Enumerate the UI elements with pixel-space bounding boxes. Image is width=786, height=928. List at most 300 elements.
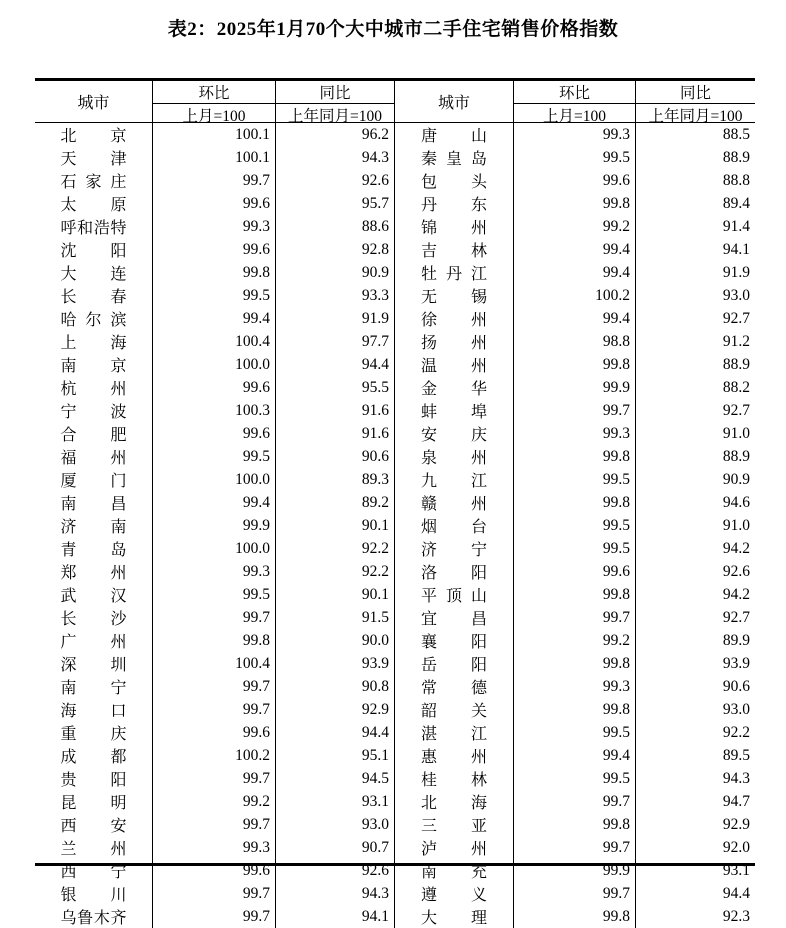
city-name-cell (35, 698, 152, 721)
city-name-cell (394, 859, 513, 882)
city-name-cell (35, 905, 152, 928)
city-name: 安庆 (421, 427, 487, 444)
table-row (35, 491, 755, 514)
mom-index-cell: 100.4 (152, 330, 275, 353)
city-name: 包头 (421, 174, 487, 191)
yoy-index-cell: 93.0 (635, 698, 755, 721)
header-yoy-right (635, 81, 755, 125)
mom-index-cell: 99.7 (152, 767, 275, 790)
city-name-cell (35, 284, 152, 307)
city-name: 常德 (421, 680, 487, 697)
table-row (35, 261, 755, 284)
mom-index-cell: 99.4 (513, 307, 635, 330)
yoy-index-cell: 93.0 (635, 284, 755, 307)
table-row (35, 169, 755, 192)
yoy-index-cell: 92.0 (635, 836, 755, 859)
table-row (35, 376, 755, 399)
city-name: 赣州 (421, 496, 487, 513)
mom-index-cell: 99.3 (513, 422, 635, 445)
city-name-cell (394, 882, 513, 905)
city-name: 三亚 (421, 818, 487, 835)
yoy-index-cell: 90.9 (635, 468, 755, 491)
city-name: 济南 (60, 519, 127, 536)
city-name-cell (35, 422, 152, 445)
table-row (35, 721, 755, 744)
city-name-cell (394, 169, 513, 192)
city-name-cell (35, 261, 152, 284)
city-name: 昆明 (60, 795, 127, 812)
mom-index-cell: 99.9 (513, 376, 635, 399)
mom-index-cell: 99.8 (513, 698, 635, 721)
city-name: 沈阳 (60, 243, 127, 260)
mom-index-cell: 100.2 (152, 744, 275, 767)
city-name: 西宁 (60, 864, 127, 881)
yoy-index-cell: 88.9 (635, 146, 755, 169)
yoy-index-cell: 88.9 (635, 353, 755, 376)
city-name: 郑州 (60, 565, 127, 582)
city-name-cell (35, 882, 152, 905)
city-name: 丹东 (421, 197, 487, 214)
yoy-index-cell: 88.2 (635, 376, 755, 399)
yoy-index-cell: 93.1 (275, 790, 394, 813)
mom-index-cell: 99.6 (513, 169, 635, 192)
mom-index-cell: 100.0 (152, 537, 275, 560)
mom-index-cell: 99.5 (513, 721, 635, 744)
mom-index-cell: 99.5 (513, 537, 635, 560)
city-name: 平顶山 (421, 588, 487, 605)
table-row (35, 629, 755, 652)
yoy-index-cell: 92.8 (275, 238, 394, 261)
yoy-index-cell: 92.9 (635, 813, 755, 836)
table-row (35, 836, 755, 859)
table-row (35, 790, 755, 813)
table-row (35, 238, 755, 261)
city-name: 长春 (60, 289, 127, 306)
city-name: 福州 (60, 450, 127, 467)
mom-index-cell: 99.4 (152, 307, 275, 330)
yoy-index-cell: 93.9 (275, 652, 394, 675)
yoy-index-cell: 91.0 (635, 422, 755, 445)
yoy-index-cell: 93.3 (275, 284, 394, 307)
yoy-index-cell: 91.6 (275, 422, 394, 445)
table-row (35, 330, 755, 353)
yoy-index-cell: 93.0 (275, 813, 394, 836)
city-name: 洛阳 (421, 565, 487, 582)
table-row (35, 123, 755, 146)
city-name-cell (35, 813, 152, 836)
mom-index-cell: 100.3 (152, 399, 275, 422)
yoy-index-cell: 94.3 (635, 767, 755, 790)
city-name-cell (35, 744, 152, 767)
mom-index-cell: 99.7 (152, 698, 275, 721)
yoy-index-cell: 94.6 (635, 491, 755, 514)
city-name: 襄阳 (421, 634, 487, 651)
city-name: 济宁 (421, 542, 487, 559)
yoy-index-cell: 94.1 (635, 238, 755, 261)
table-row (35, 537, 755, 560)
mom-index-cell: 99.7 (152, 813, 275, 836)
city-name-cell (35, 537, 152, 560)
mom-index-cell: 99.7 (513, 836, 635, 859)
mom-index-cell: 99.4 (513, 261, 635, 284)
yoy-index-cell: 90.0 (275, 629, 394, 652)
city-name: 合肥 (60, 427, 127, 444)
header-city-left: 城市 (77, 95, 110, 112)
table-row (35, 192, 755, 215)
city-name: 南京 (60, 358, 127, 375)
city-name-cell (394, 606, 513, 629)
mom-index-cell: 99.5 (513, 767, 635, 790)
mom-index-cell: 99.3 (152, 836, 275, 859)
yoy-index-cell: 92.7 (635, 606, 755, 629)
yoy-index-cell: 94.3 (275, 882, 394, 905)
city-name-cell (35, 606, 152, 629)
table-row (35, 675, 755, 698)
city-name: 石家庄 (60, 174, 127, 191)
yoy-index-cell: 88.5 (635, 123, 755, 146)
mom-index-cell: 99.8 (513, 192, 635, 215)
table-row (35, 882, 755, 905)
city-name-cell (394, 192, 513, 215)
city-name-cell (394, 652, 513, 675)
city-name-cell (35, 215, 152, 238)
city-name-cell (35, 721, 152, 744)
city-name: 厦门 (60, 473, 127, 490)
mom-index-cell: 99.4 (513, 238, 635, 261)
yoy-index-cell: 90.6 (635, 675, 755, 698)
mom-index-cell: 99.6 (513, 560, 635, 583)
mom-index-cell: 99.8 (513, 491, 635, 514)
yoy-index-cell: 91.9 (635, 261, 755, 284)
yoy-index-cell: 90.1 (275, 514, 394, 537)
header-yoy-left (275, 81, 394, 125)
mom-index-cell: 99.8 (152, 629, 275, 652)
city-name: 无锡 (421, 289, 487, 306)
yoy-index-cell: 90.9 (275, 261, 394, 284)
city-name: 锦州 (421, 220, 487, 237)
city-name: 呼和浩特 (60, 220, 127, 237)
table-row (35, 767, 755, 790)
city-name: 蚌埠 (421, 404, 487, 421)
yoy-index-cell: 92.2 (275, 537, 394, 560)
city-name-cell (35, 307, 152, 330)
city-name: 兰州 (60, 841, 127, 858)
city-name-cell (394, 675, 513, 698)
yoy-index-cell: 88.9 (635, 445, 755, 468)
city-name-cell (35, 169, 152, 192)
yoy-index-cell: 94.3 (275, 146, 394, 169)
city-name: 大理 (421, 910, 487, 927)
table-row (35, 399, 755, 422)
city-name-cell (394, 284, 513, 307)
yoy-index-cell: 93.9 (635, 652, 755, 675)
table-row (35, 307, 755, 330)
mom-index-cell: 99.5 (152, 445, 275, 468)
yoy-index-cell: 88.6 (275, 215, 394, 238)
mom-index-cell: 99.5 (513, 468, 635, 491)
header-yoy-base: 上年同月=100 (648, 108, 743, 125)
yoy-index-cell: 94.2 (635, 583, 755, 606)
table-row (35, 583, 755, 606)
city-name: 海口 (60, 703, 127, 720)
city-name-cell (394, 583, 513, 606)
city-name-cell (394, 123, 513, 146)
city-name: 西安 (60, 818, 127, 835)
city-name-cell (35, 238, 152, 261)
yoy-index-cell: 88.8 (635, 169, 755, 192)
mom-index-cell: 100.4 (152, 652, 275, 675)
city-name-cell (394, 790, 513, 813)
mom-index-cell: 99.7 (513, 790, 635, 813)
yoy-index-cell: 96.2 (275, 123, 394, 146)
city-name: 重庆 (60, 726, 127, 743)
yoy-index-cell: 92.9 (275, 698, 394, 721)
mom-index-cell: 99.6 (152, 238, 275, 261)
mom-index-cell: 99.6 (152, 192, 275, 215)
city-name: 岳阳 (421, 657, 487, 674)
yoy-index-cell: 89.5 (635, 744, 755, 767)
table-title: 表2：2025年1月70个大中城市二手住宅销售价格指数 (167, 19, 619, 40)
yoy-index-cell: 91.4 (635, 215, 755, 238)
mom-index-cell: 100.0 (152, 353, 275, 376)
city-name-cell (35, 583, 152, 606)
city-name: 吉林 (421, 243, 487, 260)
header-mom-label: 环比 (153, 81, 275, 104)
yoy-index-cell: 92.2 (275, 560, 394, 583)
yoy-index-cell: 94.2 (635, 537, 755, 560)
city-name-cell (35, 353, 152, 376)
city-name: 上海 (60, 335, 127, 352)
mom-index-cell: 100.1 (152, 146, 275, 169)
yoy-index-cell: 92.6 (275, 169, 394, 192)
header-city-right: 城市 (394, 81, 513, 122)
city-name: 惠州 (421, 749, 487, 766)
city-name: 北海 (421, 795, 487, 812)
city-name: 太原 (60, 197, 127, 214)
city-name-cell (394, 215, 513, 238)
city-name: 烟台 (421, 519, 487, 536)
table-row (35, 744, 755, 767)
city-name-cell (394, 698, 513, 721)
mom-index-cell: 99.7 (152, 882, 275, 905)
city-name-cell (35, 376, 152, 399)
header-mom-label: 环比 (514, 81, 635, 104)
mom-index-cell: 99.2 (152, 790, 275, 813)
city-name: 宜昌 (421, 611, 487, 628)
city-name: 青岛 (60, 542, 127, 559)
mom-index-cell: 99.8 (513, 353, 635, 376)
yoy-index-cell: 90.7 (275, 836, 394, 859)
table-row (35, 468, 755, 491)
yoy-index-cell: 92.6 (635, 560, 755, 583)
mom-index-cell: 99.2 (513, 629, 635, 652)
city-name: 银川 (60, 887, 127, 904)
yoy-index-cell: 92.7 (635, 307, 755, 330)
city-name-cell (35, 445, 152, 468)
city-name-cell (394, 721, 513, 744)
city-name-cell (35, 629, 152, 652)
header-mom-left (152, 81, 275, 125)
city-name-cell (35, 652, 152, 675)
city-name-cell (394, 353, 513, 376)
yoy-index-cell: 95.1 (275, 744, 394, 767)
yoy-index-cell: 91.0 (635, 514, 755, 537)
city-name: 秦皇岛 (421, 151, 487, 168)
table-header (35, 81, 755, 123)
yoy-index-cell: 94.5 (275, 767, 394, 790)
city-name-cell (394, 560, 513, 583)
city-name: 湛江 (421, 726, 487, 743)
yoy-index-cell: 92.7 (635, 399, 755, 422)
table-row (35, 422, 755, 445)
city-name-cell (35, 767, 152, 790)
city-name-cell (394, 307, 513, 330)
yoy-index-cell: 94.4 (635, 882, 755, 905)
mom-index-cell: 99.8 (513, 905, 635, 928)
table-row (35, 353, 755, 376)
city-name: 扬州 (421, 335, 487, 352)
mom-index-cell: 99.9 (152, 514, 275, 537)
city-name-cell (35, 146, 152, 169)
city-name-cell (394, 537, 513, 560)
mom-index-cell: 99.7 (152, 675, 275, 698)
city-name: 温州 (421, 358, 487, 375)
mom-index-cell: 98.8 (513, 330, 635, 353)
city-name-cell (394, 238, 513, 261)
city-name-cell (394, 399, 513, 422)
city-name-cell (394, 629, 513, 652)
city-name-cell (35, 790, 152, 813)
mom-index-cell: 99.5 (152, 583, 275, 606)
mom-index-cell: 99.5 (513, 514, 635, 537)
header-mom-base: 上月=100 (543, 108, 606, 125)
city-name: 南昌 (60, 496, 127, 513)
yoy-index-cell: 94.4 (275, 353, 394, 376)
city-name-cell (394, 905, 513, 928)
city-name-cell (35, 859, 152, 882)
city-name: 徐州 (421, 312, 487, 329)
city-name-cell (394, 422, 513, 445)
mom-index-cell: 99.7 (513, 882, 635, 905)
yoy-index-cell: 91.5 (275, 606, 394, 629)
mom-index-cell: 99.9 (513, 859, 635, 882)
city-name-cell (394, 261, 513, 284)
mom-index-cell: 100.0 (152, 468, 275, 491)
table-body (35, 123, 755, 928)
city-name: 广州 (60, 634, 127, 651)
table-row (35, 215, 755, 238)
city-name: 贵阳 (60, 772, 127, 789)
city-name-cell (35, 468, 152, 491)
yoy-index-cell: 90.8 (275, 675, 394, 698)
yoy-index-cell: 91.9 (275, 307, 394, 330)
yoy-index-cell: 93.1 (635, 859, 755, 882)
yoy-index-cell: 95.7 (275, 192, 394, 215)
city-name: 九江 (421, 473, 487, 490)
city-name: 哈尔滨 (60, 312, 127, 329)
mom-index-cell: 99.8 (513, 445, 635, 468)
city-name-cell (394, 836, 513, 859)
city-name: 南充 (421, 864, 487, 881)
header-mom-right (513, 81, 635, 125)
mom-index-cell: 99.3 (152, 215, 275, 238)
city-name: 乌鲁木齐 (60, 910, 127, 927)
table-row (35, 146, 755, 169)
city-name: 宁波 (60, 404, 127, 421)
mom-index-cell: 99.7 (513, 399, 635, 422)
yoy-index-cell: 90.1 (275, 583, 394, 606)
header-yoy-label: 同比 (276, 81, 394, 104)
city-name-cell (35, 330, 152, 353)
yoy-index-cell: 89.2 (275, 491, 394, 514)
city-name-cell (35, 192, 152, 215)
mom-index-cell: 99.3 (513, 123, 635, 146)
city-name: 泉州 (421, 450, 487, 467)
yoy-index-cell: 89.9 (635, 629, 755, 652)
city-name-cell (35, 514, 152, 537)
table-row (35, 514, 755, 537)
yoy-index-cell: 89.3 (275, 468, 394, 491)
city-name: 牡丹江 (421, 266, 487, 283)
mom-index-cell: 99.6 (152, 422, 275, 445)
yoy-index-cell: 90.6 (275, 445, 394, 468)
city-name: 泸州 (421, 841, 487, 858)
yoy-index-cell: 94.1 (275, 905, 394, 928)
yoy-index-cell: 92.2 (635, 721, 755, 744)
city-name: 成都 (60, 749, 127, 766)
city-name-cell (394, 330, 513, 353)
city-name-cell (394, 744, 513, 767)
header-mom-base: 上月=100 (182, 108, 246, 125)
city-name: 南宁 (60, 680, 127, 697)
city-name-cell (35, 123, 152, 146)
yoy-index-cell: 91.6 (275, 399, 394, 422)
city-name: 武汉 (60, 588, 127, 605)
city-name-cell (394, 468, 513, 491)
mom-index-cell: 99.8 (152, 261, 275, 284)
header-yoy-label: 同比 (636, 81, 755, 104)
city-name-cell (394, 767, 513, 790)
city-name: 韶关 (421, 703, 487, 720)
yoy-index-cell: 92.3 (635, 905, 755, 928)
mom-index-cell: 99.4 (152, 491, 275, 514)
mom-index-cell: 99.5 (152, 284, 275, 307)
city-name: 深圳 (60, 657, 127, 674)
table-row (35, 859, 755, 882)
yoy-index-cell: 94.4 (275, 721, 394, 744)
city-name: 唐山 (421, 128, 487, 145)
mom-index-cell: 99.7 (152, 606, 275, 629)
mom-index-cell: 99.6 (152, 721, 275, 744)
city-name: 长沙 (60, 611, 127, 628)
city-name-cell (35, 491, 152, 514)
yoy-index-cell: 89.4 (635, 192, 755, 215)
mom-index-cell: 99.8 (513, 813, 635, 836)
city-name: 天津 (60, 151, 127, 168)
mom-index-cell: 99.6 (152, 859, 275, 882)
table-row (35, 652, 755, 675)
mom-index-cell: 99.3 (513, 675, 635, 698)
city-name: 桂林 (421, 772, 487, 789)
city-name: 遵义 (421, 887, 487, 904)
table-row (35, 445, 755, 468)
mom-index-cell: 100.2 (513, 284, 635, 307)
mom-index-cell: 99.8 (513, 652, 635, 675)
table-row (35, 813, 755, 836)
mom-index-cell: 99.8 (513, 583, 635, 606)
table-row (35, 560, 755, 583)
mom-index-cell: 99.3 (152, 560, 275, 583)
